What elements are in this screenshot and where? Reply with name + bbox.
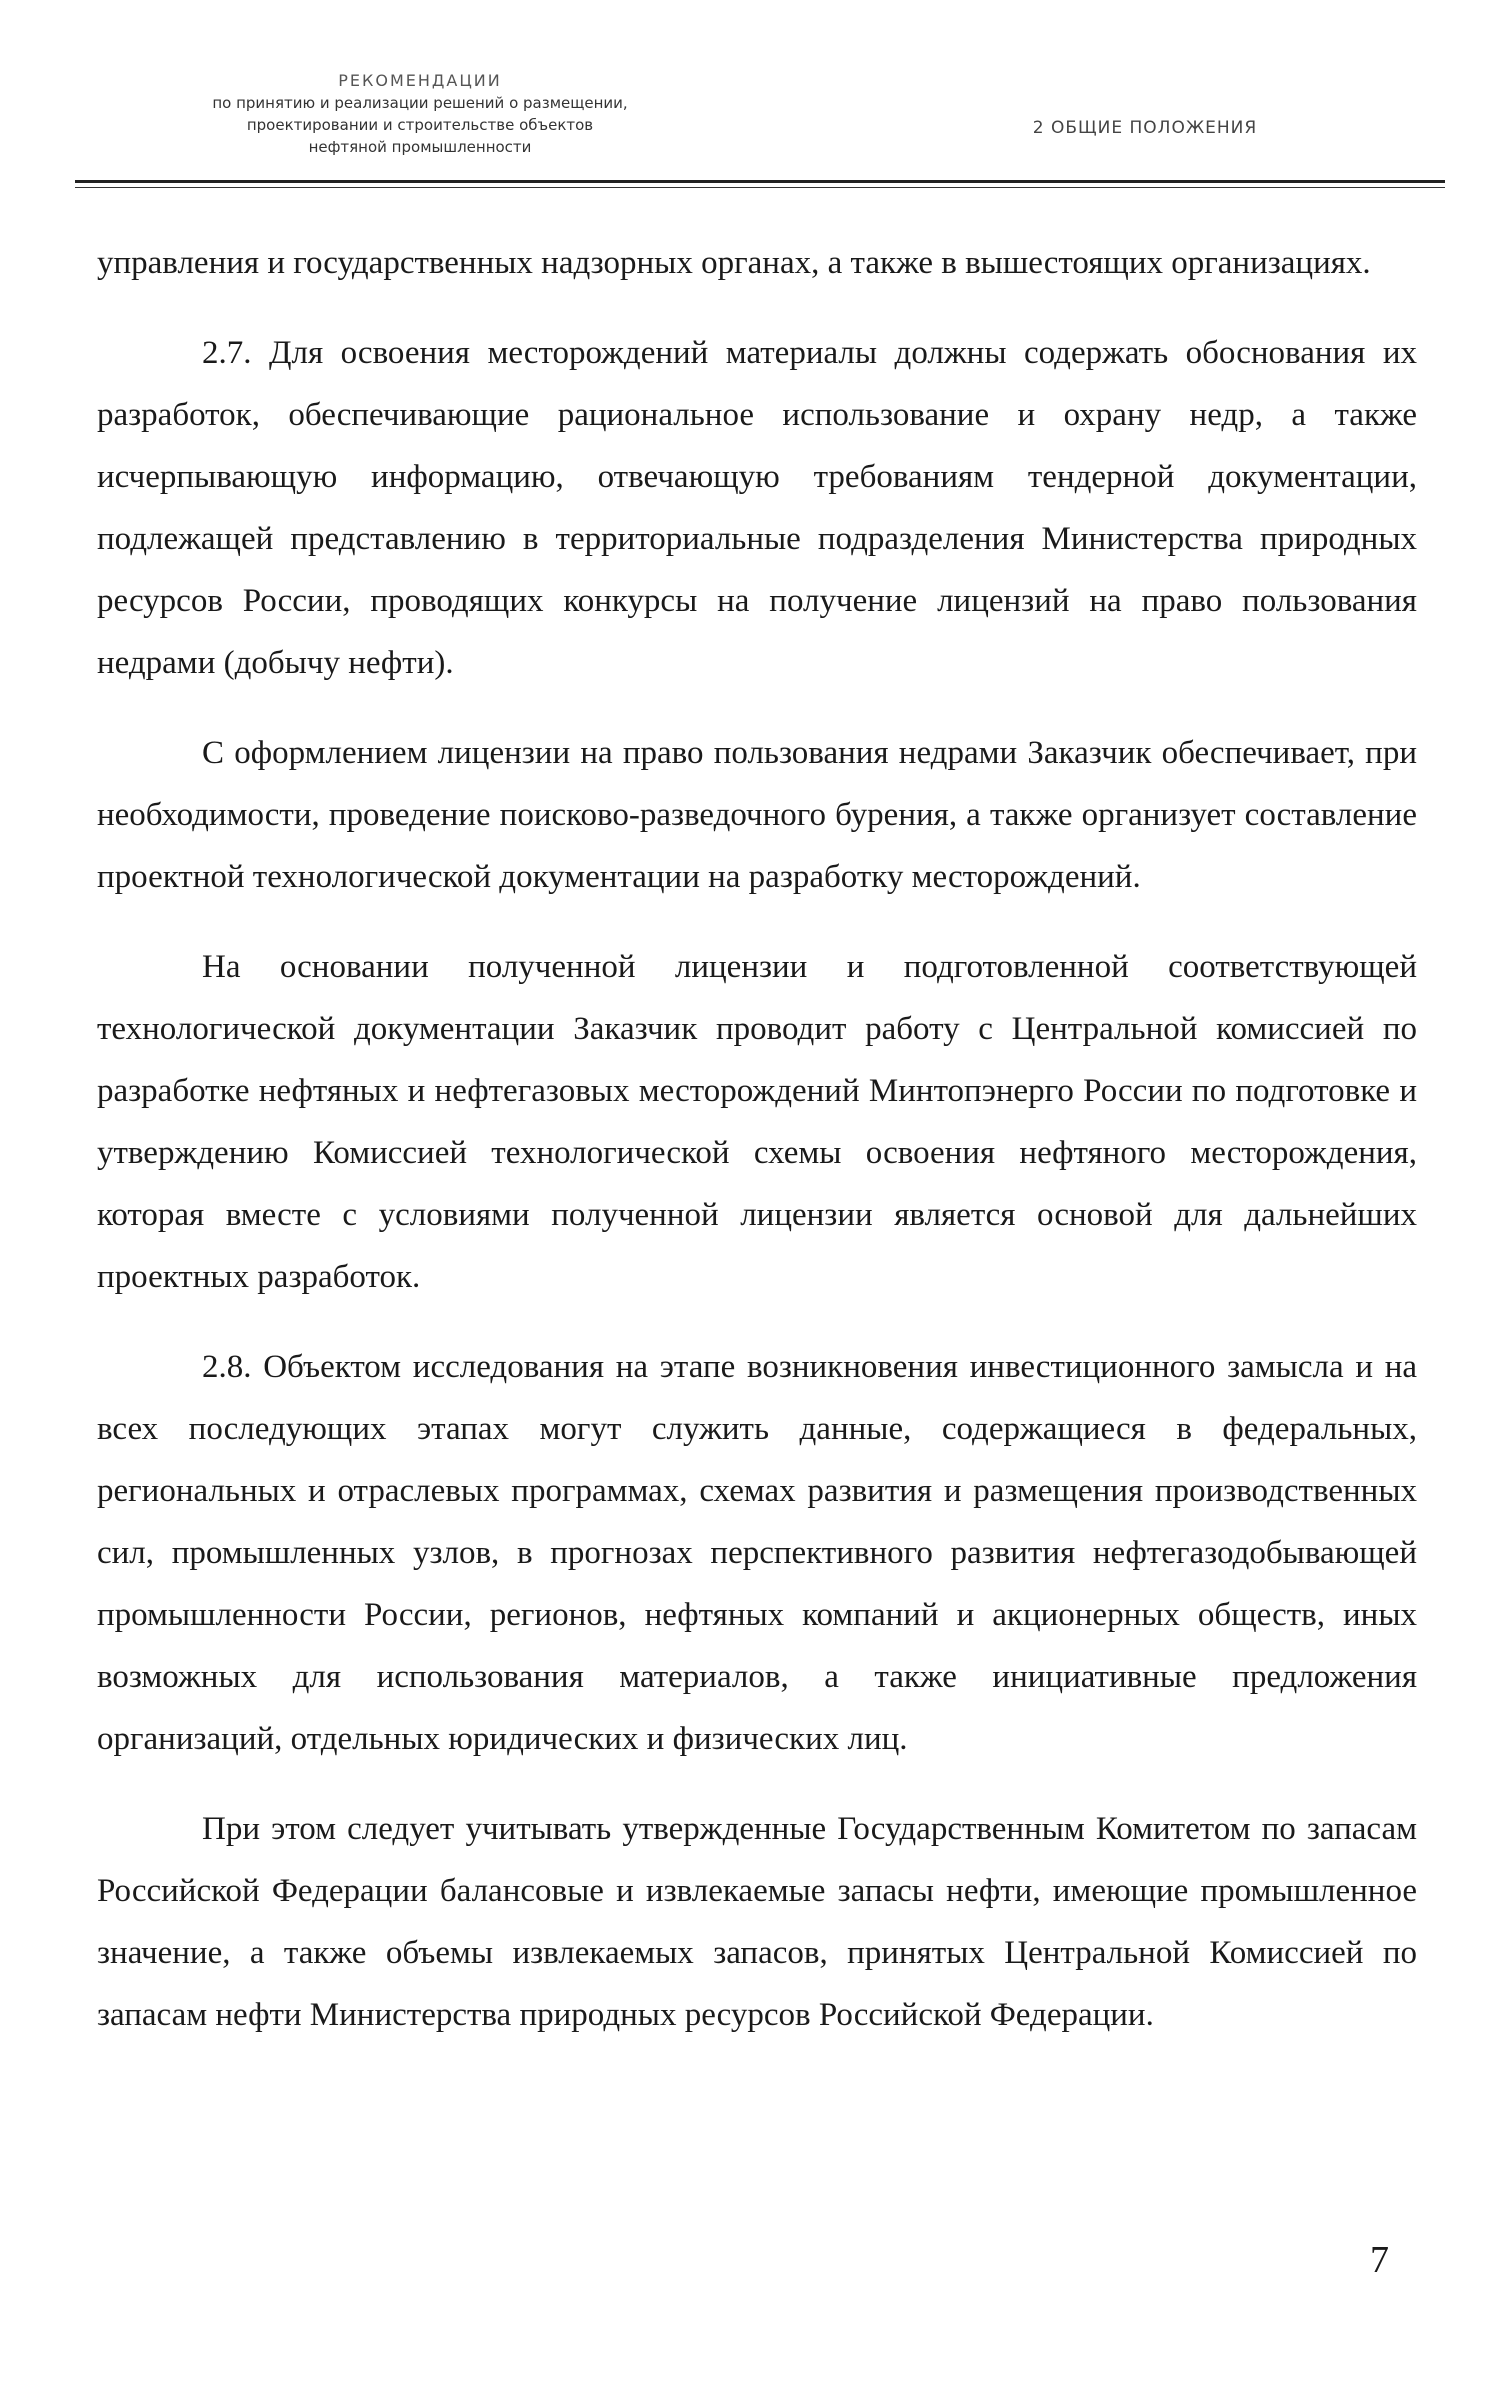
- header-rule-thin: [75, 187, 1445, 188]
- paragraph-2-7: 2.7. Для освоения месторождений материалы должны содержать обоснования их разработок, обеспечивающие рациональное использование и охрану недр, а также исчерпывающую информацию, отвечающую требованиям тендерной документации, подлежащей представлению в территориальные подразделения Министерства природных ресурсов России, проводящих конкурсы на получение лицензий на право пользования недрами (добычу нефти).: [97, 335, 1417, 681]
- document-title-block: [120, 70, 720, 158]
- paragraph-license: С оформлением лицензии на право пользования недрами Заказчик обеспечивает, при необходимости, проведение поисково-разведочного бурения, а также организует составление проектной технологической документации на разработку месторождений.: [97, 735, 1417, 895]
- page-body: [97, 232, 1417, 2046]
- document-subtitle-line-1: по принятию и реализации решений о размещении,: [212, 94, 628, 112]
- paragraph-reserves: При этом следует учитывать утвержденные Государственным Комитетом по запасам Российской Федерации балансовые и извлекаемые запасы нефти, имеющие промышленное значение, а также объемы извлекаемых запасов, принятых Центральной Комиссией по запасам нефти Министерства природных ресурсов Российской Федерации.: [97, 1811, 1417, 2033]
- document-subtitle-line-2: проектировании и строительстве объектов: [246, 116, 594, 134]
- paragraph-2-8: 2.8. Объектом исследования на этапе возникновения инвестиционного замысла и на всех последующих этапах могут служить данные, содержащиеся в федеральных, региональных и отраслевых программах, схемах развития и размещения производственных сил, промышленных узлов, в прогнозах перспективного развития нефтегазодобывающей промышленности России, регионов, нефтяных компаний и акционерных обществ, иных возможных для использования материалов, а также инициативные предложения организаций, отдельных юридических и физических лиц.: [97, 1349, 1417, 1757]
- header-rule-thick: [75, 180, 1445, 183]
- page-number: 7: [1370, 2239, 1389, 2281]
- paragraph-continuation: управления и государственных надзорных органах, а также в вышестоящих организациях.: [97, 245, 1371, 281]
- paragraph-central-commission: На основании полученной лицензии и подготовленной соответствующей технологической документации Заказчик проводит работу с Центральной комиссией по разработке нефтяных и нефтегазовых месторождений Минтопэнерго России по подготовке и утверждению Комиссией технологической схемы освоения нефтяного месторождения, которая вместе с условиями полученной лицензии является основой для дальнейших проектных разработок.: [97, 949, 1417, 1295]
- page-header: [75, 70, 1445, 185]
- section-title: 2 ОБЩИЕ ПОЛОЖЕНИЯ: [1032, 118, 1258, 138]
- document-title: РЕКОМЕНДАЦИИ: [338, 71, 502, 90]
- document-subtitle-line-3: нефтяной промышленности: [308, 138, 532, 156]
